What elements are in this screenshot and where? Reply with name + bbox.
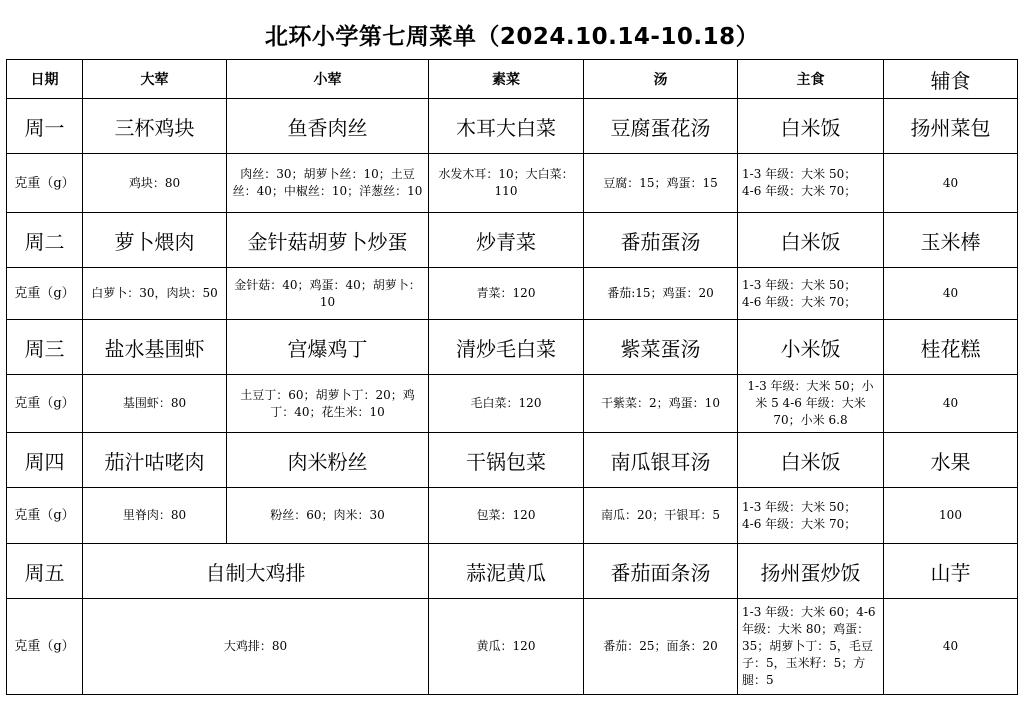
main-meat-dish: 萝卜煨肉 bbox=[83, 213, 227, 268]
soup-dish: 南瓜银耳汤 bbox=[584, 433, 738, 488]
dish-row-thursday bbox=[7, 433, 1018, 488]
soup-dish: 豆腐蛋花汤 bbox=[584, 99, 738, 154]
vegetable-dish: 干锅包菜 bbox=[429, 433, 584, 488]
snack-dish: 桂花糕 bbox=[884, 320, 1018, 375]
dish-row-friday bbox=[7, 544, 1018, 599]
header-vegetable: 素菜 bbox=[429, 60, 584, 99]
dish-row-tuesday bbox=[7, 213, 1018, 268]
side-meat-weight: 粉丝：60；肉米：30 bbox=[227, 488, 429, 544]
staple-weight: 1-3 年级：大米 50；小米 5 4-6 年级：大米 70；小米 6.8 bbox=[738, 375, 884, 433]
snack-weight: 100 bbox=[884, 488, 1018, 544]
vegetable-dish: 清炒毛白菜 bbox=[429, 320, 584, 375]
side-meat-dish: 鱼香肉丝 bbox=[227, 99, 429, 154]
side-meat-dish: 肉米粉丝 bbox=[227, 433, 429, 488]
snack-weight: 40 bbox=[884, 375, 1018, 433]
header-soup: 汤 bbox=[584, 60, 738, 99]
snack-dish: 扬州菜包 bbox=[884, 99, 1018, 154]
staple-dish: 白米饭 bbox=[738, 99, 884, 154]
header-main-meat: 大荤 bbox=[83, 60, 227, 99]
day-label: 周二 bbox=[7, 213, 83, 268]
weekly-menu-table bbox=[6, 59, 1018, 695]
weight-row-monday bbox=[7, 154, 1018, 213]
weight-label: 克重（g） bbox=[7, 154, 83, 213]
weight-label: 克重（g） bbox=[7, 599, 83, 695]
main-meat-weight: 白萝卜：30，肉块：50 bbox=[83, 268, 227, 320]
vegetable-weight: 包菜：120 bbox=[429, 488, 584, 544]
vegetable-weight: 黄瓜：120 bbox=[429, 599, 584, 695]
side-meat-weight: 金针菇：40；鸡蛋：40；胡萝卜：10 bbox=[227, 268, 429, 320]
vegetable-weight: 水发木耳：10；大白菜：110 bbox=[429, 154, 584, 213]
day-label: 周四 bbox=[7, 433, 83, 488]
side-meat-weight: 肉丝：30；胡萝卜丝：10；土豆丝：40；中椒丝：10；洋葱丝：10 bbox=[227, 154, 429, 213]
soup-dish: 番茄蛋汤 bbox=[584, 213, 738, 268]
staple-dish: 白米饭 bbox=[738, 213, 884, 268]
header-side-meat: 小荤 bbox=[227, 60, 429, 99]
snack-weight: 40 bbox=[884, 154, 1018, 213]
staple-weight: 1-3 年级：大米 60；4-6 年级：大米 80；鸡蛋：35；胡萝卜丁：5，毛豆子：5，玉米籽：5；方腿：5 bbox=[738, 599, 884, 695]
soup-dish: 紫菜蛋汤 bbox=[584, 320, 738, 375]
snack-weight: 40 bbox=[884, 268, 1018, 320]
day-label: 周三 bbox=[7, 320, 83, 375]
weight-label: 克重（g） bbox=[7, 268, 83, 320]
dish-row-wednesday bbox=[7, 320, 1018, 375]
staple-weight: 1-3 年级：大米 50； 4-6 年级：大米 70； bbox=[738, 154, 884, 213]
main-meat-dish: 盐水基围虾 bbox=[83, 320, 227, 375]
vegetable-weight: 青菜：120 bbox=[429, 268, 584, 320]
side-meat-weight: 土豆丁：60；胡萝卜丁：20；鸡丁：40；花生米：10 bbox=[227, 375, 429, 433]
weight-row-friday bbox=[7, 599, 1018, 695]
side-meat-dish: 宫爆鸡丁 bbox=[227, 320, 429, 375]
staple-dish: 白米饭 bbox=[738, 433, 884, 488]
page-title: 北环小学第七周菜单（2024.10.14-10.18） bbox=[264, 24, 760, 50]
meat-weight-merged: 大鸡排：80 bbox=[83, 599, 429, 695]
main-meat-dish: 茄汁咕咾肉 bbox=[83, 433, 227, 488]
dish-row-monday bbox=[7, 99, 1018, 154]
day-label: 周五 bbox=[7, 544, 83, 599]
vegetable-weight: 毛白菜：120 bbox=[429, 375, 584, 433]
weight-row-tuesday bbox=[7, 268, 1018, 320]
soup-dish: 番茄面条汤 bbox=[584, 544, 738, 599]
header-snack: 辅食 bbox=[884, 60, 1018, 99]
staple-weight: 1-3 年级：大米 50； 4-6 年级：大米 70； bbox=[738, 488, 884, 544]
soup-weight: 豆腐：15；鸡蛋：15 bbox=[584, 154, 738, 213]
main-meat-weight: 基围虾：80 bbox=[83, 375, 227, 433]
snack-dish: 山芋 bbox=[884, 544, 1018, 599]
meat-dish-merged: 自制大鸡排 bbox=[83, 544, 429, 599]
main-meat-weight: 鸡块：80 bbox=[83, 154, 227, 213]
day-label: 周一 bbox=[7, 99, 83, 154]
weight-row-thursday bbox=[7, 488, 1018, 544]
staple-dish: 扬州蛋炒饭 bbox=[738, 544, 884, 599]
header-row bbox=[7, 60, 1018, 99]
snack-dish: 玉米棒 bbox=[884, 213, 1018, 268]
staple-weight: 1-3 年级：大米 50； 4-6 年级：大米 70； bbox=[738, 268, 884, 320]
vegetable-dish: 蒜泥黄瓜 bbox=[429, 544, 584, 599]
weight-label: 克重（g） bbox=[7, 375, 83, 433]
weight-row-wednesday bbox=[7, 375, 1018, 433]
vegetable-dish: 炒青菜 bbox=[429, 213, 584, 268]
header-staple: 主食 bbox=[738, 60, 884, 99]
soup-weight: 番茄：25；面条：20 bbox=[584, 599, 738, 695]
soup-weight: 干紫菜：2；鸡蛋：10 bbox=[584, 375, 738, 433]
snack-weight: 40 bbox=[884, 599, 1018, 695]
soup-weight: 南瓜：20；干银耳：5 bbox=[584, 488, 738, 544]
weight-label: 克重（g） bbox=[7, 488, 83, 544]
soup-weight: 番茄:15；鸡蛋：20 bbox=[584, 268, 738, 320]
main-meat-dish: 三杯鸡块 bbox=[83, 99, 227, 154]
snack-dish: 水果 bbox=[884, 433, 1018, 488]
staple-dish: 小米饭 bbox=[738, 320, 884, 375]
main-meat-weight: 里脊肉：80 bbox=[83, 488, 227, 544]
side-meat-dish: 金针菇胡萝卜炒蛋 bbox=[227, 213, 429, 268]
header-date: 日期 bbox=[7, 60, 83, 99]
vegetable-dish: 木耳大白菜 bbox=[429, 99, 584, 154]
